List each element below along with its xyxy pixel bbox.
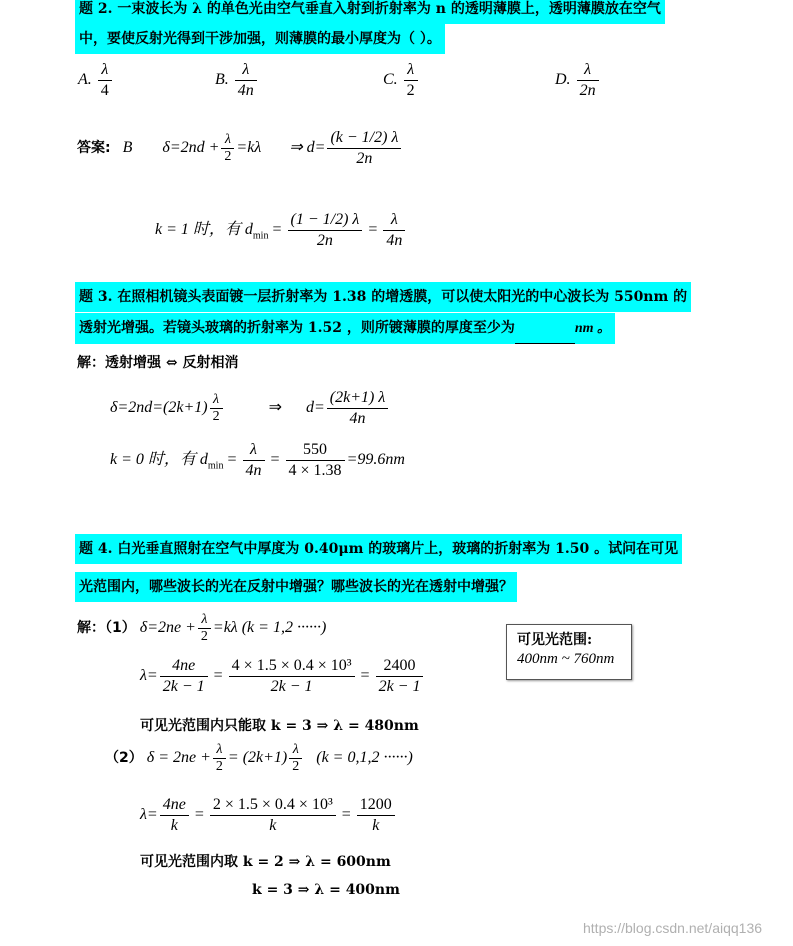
q4-visible2a: 可见光范围内取 k = 2 ⇒ λ = 600nm	[140, 854, 391, 870]
q3-title-line1: 题 3. 在照相机镜头表面镀一层折射率为 1.38 的增透膜，可以使太阳光的中心波长为 550nm 的	[75, 282, 691, 312]
q2-dmin-equation: k = 1 时，有 $d_{min}$ = $\frac{(1 - 1/2) \lambda}{2n}$ = $\frac{\lambda}{4n}$	[155, 210, 407, 251]
q4-lambda1-equation: λ= $\frac{4ne}{2k - 1}$ = $\frac{\text{4 × 1.5 × 0.4 × 10³}}{2k - 1}$ = $\frac{2400}{2k - 1}$	[140, 656, 425, 697]
q3-solution-label: 解：透射增强 ⇔ 反射相消	[77, 355, 239, 371]
q2-title-line2: 中，要使反射光得到干涉加强，则薄膜的最小厚度为（ ）。	[75, 24, 445, 54]
q3-equation2: k = 0 时，有 $d_{min}$ = $\frac{\lambda}{4n}$ = $\frac{550}{4 \times 1.38}$ =99.6nm	[110, 441, 405, 479]
q4-visible2b: k = 3 ⇒ λ = 400nm	[252, 882, 400, 898]
visible-range-value: 400nm ~ 760nm	[517, 651, 615, 667]
q4-title-line1: 题 4. 白光垂直照射在空气中厚度为 0.40μm 的玻璃片上，玻璃的折射率为 1.50 。试问在可见	[75, 534, 682, 564]
visible-range-title: 可见光范围:	[517, 632, 593, 648]
q2-option-b: B. $\frac{\lambda}{4n}$	[215, 60, 259, 101]
q3-answer-blank	[515, 329, 575, 344]
q2-option-d: D. $\frac{\lambda}{2n}$	[555, 60, 601, 101]
q4-visible1: 可见光范围内只能取 k = 3 ⇒ λ = 480nm	[140, 718, 419, 734]
q2-title-line1: 题 2. 一束波长为 λ 的单色光由空气垂直入射到折射率为 n 的透明薄膜上，透明薄膜放在空气	[75, 0, 665, 24]
visible-range-box	[506, 624, 632, 680]
q3-equation1: δ=2nd=(2k+1) $\frac{\lambda}{2}$ ⇒ d= $\frac{(2k+1) \lambda}{4n}$	[110, 388, 390, 429]
watermark: https://blog.csdn.net/aiqq136	[583, 920, 763, 936]
q4-part2-equation: （2） δ = 2ne + $\frac{\lambda}{2}$ = (2k+1) $\frac{\lambda}{2}$ (k = 0,1,2 ······)	[105, 742, 413, 774]
q3-title-line2: 透射光增强。若镜头玻璃的折射率为 1.52 ，则所镀薄膜的厚度至少为 nm 。	[75, 313, 615, 344]
q2-option-c: C. $\frac{\lambda}{2}$	[383, 60, 420, 101]
q4-lambda2-equation: λ= $\frac{4ne}{k}$ = $\frac{\text{2 × 1.5 × 0.4 × 10³}}{k}$ = $\frac{1200}{k}$	[140, 795, 397, 836]
q2-answer-equation: 答案: B δ=2nd + $\frac{\lambda}{2}$ =kλ ⇒ d= $\frac{(k - 1/2) \lambda}{2n}$	[77, 128, 403, 169]
q2-option-a: A. $\frac{\lambda}{4}$	[78, 60, 114, 101]
q4-part1-equation: 解：（1） δ=2ne + $\frac{\lambda}{2}$ =kλ (k = 1,2 ······)	[77, 612, 327, 644]
q4-title-line2: 光范围内，哪些波长的光在反射中增强？哪些波长的光在透射中增强？	[75, 572, 517, 602]
